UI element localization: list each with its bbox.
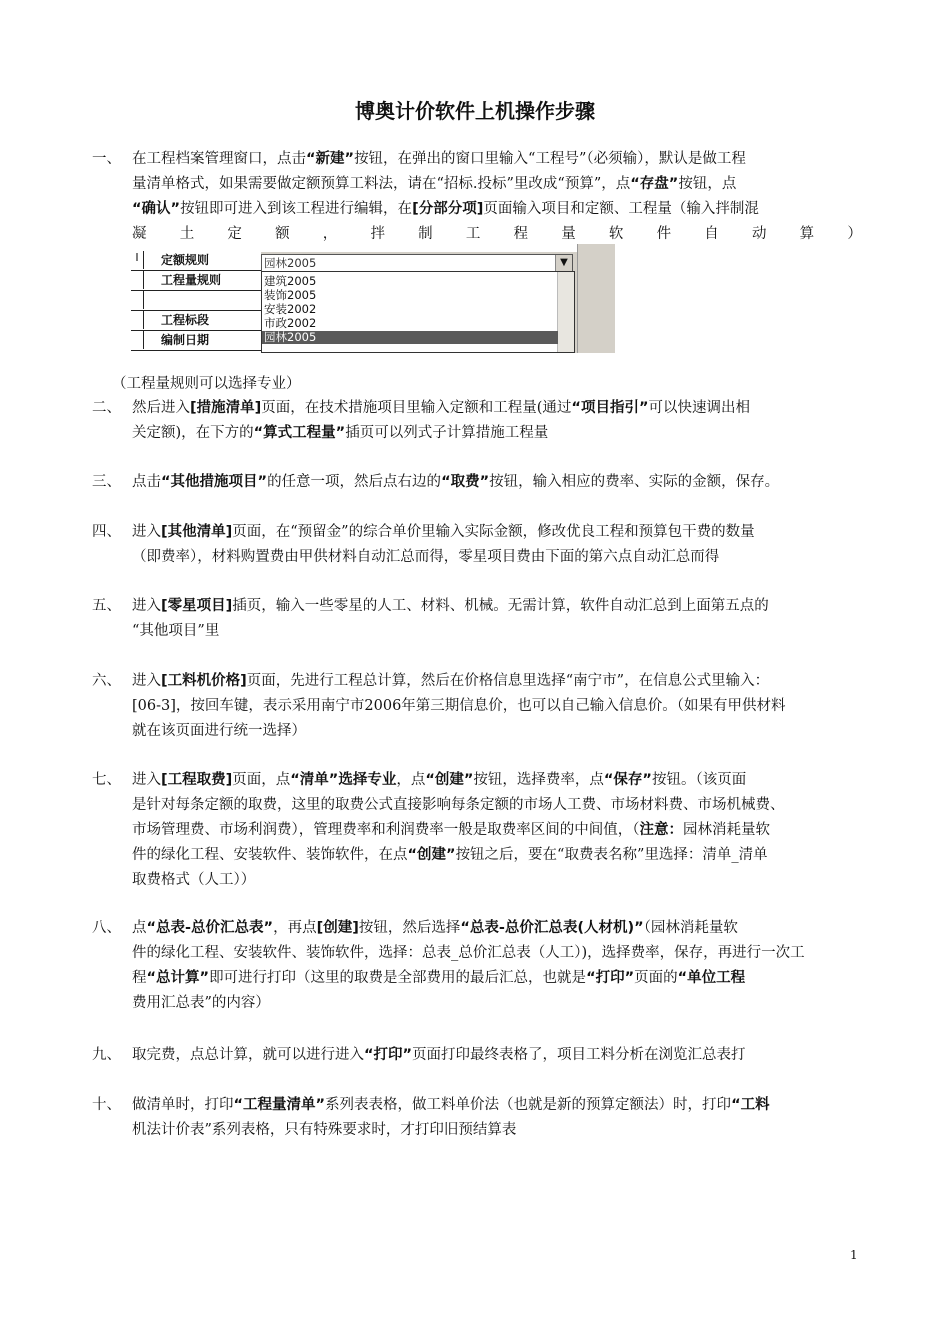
step-item: [92, 768, 862, 893]
step-item: [92, 1093, 862, 1143]
text-line: 是针对每条定额的取费，这里的取费公式直接影响每条定额的市场人工费、市场材料费、市场机械费、: [132, 797, 785, 813]
row-marker: [131, 331, 144, 349]
grid-row[interactable]: [131, 311, 261, 331]
step-number: 十、: [92, 1097, 121, 1113]
text-line: 进入[工程取费]页面，点“清单”选择专业，点“创建”按钮，选择费率，点“保存”按钮。（该页面: [132, 772, 747, 788]
text-line: 点击“其他措施项目”的任意一项，然后点右边的“取费”按钮，输入相应的费率、实际的金额，保存。: [132, 474, 780, 490]
step-text: [132, 147, 862, 247]
grid-row-label: 编制日期: [161, 333, 210, 347]
text-line: 在工程档案管理窗口，点击“新建”按钮，在弹出的窗口里输入“工程号”（必须输），默认是做工程: [132, 151, 746, 167]
text-line: 程“总计算”即可进行打印（这里的取费是全部费用的最后汇总，也就是“打印”页面的“单位工程: [132, 970, 746, 986]
grid-row-label: 定额规则: [161, 253, 210, 267]
step-number: 八、: [92, 920, 121, 936]
step-text: [132, 470, 862, 495]
row-marker: [131, 311, 144, 329]
dropdown-option[interactable]: 市政2002: [264, 316, 317, 330]
text-line: 做清单时，打印“工程量清单”系列表表格，做工料单价法（也就是新的预算定额法）时，打印“工料: [132, 1097, 770, 1113]
step-number: 七、: [92, 772, 121, 788]
dropdown-option[interactable]: 建筑2005: [264, 274, 317, 288]
text-line: “其他项目”里: [132, 623, 220, 639]
step-text: [132, 520, 862, 570]
dropdown-option[interactable]: 园林2005: [262, 331, 558, 344]
quota-rule-select[interactable]: [261, 254, 573, 272]
step-number: 六、: [92, 673, 121, 689]
dropdown-option[interactable]: 安装2002: [264, 302, 317, 316]
step-item: [92, 147, 862, 247]
step-item: [92, 396, 862, 446]
step-item: [92, 1043, 862, 1068]
text-line: 件的绿化工程、安装软件、装饰软件，选择：总表_总价汇总表（人工）)，选择费率，保存，再进行一次工: [132, 945, 805, 961]
row-marker: I: [131, 251, 144, 269]
dropdown-arrow-icon[interactable]: ▼: [555, 255, 572, 271]
text-line: 进入[工料机价格]页面，先进行工程总计算，然后在价格信息里选择“南宁市”，在信息公式里输入：: [132, 673, 770, 689]
step-text: [132, 916, 862, 1016]
grid-row[interactable]: [131, 251, 261, 271]
text-line: 点“总表-总价汇总表”，再点[创建]按钮，然后选择“总表-总价汇总表(人材机)”（园林消耗量软: [132, 920, 738, 936]
dropdown-list[interactable]: [261, 271, 575, 353]
row-marker: [131, 271, 144, 289]
step-item: [92, 470, 862, 495]
page-number: 1: [850, 1248, 858, 1262]
step-text: [132, 1043, 862, 1068]
software-screenshot: [131, 244, 615, 353]
text-line: “确认”按钮即可进入到该工程进行编辑，在[分部分项]页面输入项目和定额、工程量（输入拌制混: [132, 201, 759, 217]
step-number: 二、: [92, 400, 121, 416]
step-text: [132, 396, 862, 446]
step-text: [132, 669, 862, 744]
text-line: （即费率），材料购置费由甲供材料自动汇总而得，零星项目费由下面的第六点自动汇总而得: [132, 549, 720, 565]
page-title: 博奥计价软件上机操作步骤: [355, 99, 595, 123]
step-item: [92, 916, 862, 1016]
text-line: 市场管理费、市场利润费），管理费率和利润费率一般是取费率区间的中间值，（注意：园林消耗量软: [132, 822, 770, 838]
step-text: [132, 594, 862, 644]
grid-row-label: 工程标段: [161, 313, 210, 327]
scrollbar[interactable]: [557, 272, 574, 352]
text-line: 关定额)，在下方的“算式工程量”插页可以列式子计算措施工程量: [132, 425, 549, 441]
step-number: 五、: [92, 598, 121, 614]
text-line: [06-3]，按回车键，表示采用南宁市2006年第三期信息价，也可以自己输入信息价。（如果有甲供材料: [132, 698, 786, 714]
step-item: [92, 520, 862, 570]
text-line: 取完费，点总计算，就可以进行进入“打印”页面打印最终表格了，项目工料分析在浏览汇总表打: [132, 1047, 746, 1063]
text-line: 然后进入[措施清单]页面，在技术措施项目里输入定额和工程量(通过“项目指引”可以快速调出相: [132, 400, 750, 416]
text-line: 机法计价表”系列表格，只有特殊要求时，才打印旧预结算表: [132, 1122, 517, 1138]
select-value: 园林2005: [264, 256, 317, 270]
text-line: 进入[其他清单]页面，在“预留金”的综合单价里输入实际金额，修改优良工程和预算包干费的数量: [132, 524, 755, 540]
step-text: [132, 1093, 862, 1143]
step-number: 四、: [92, 524, 121, 540]
grid-row[interactable]: [131, 291, 261, 311]
grid-row[interactable]: [131, 331, 261, 351]
grid-row-label: 工程量规则: [161, 273, 222, 287]
step-item: [92, 669, 862, 744]
text-line: 凝 土 定 额 ， 拌 制 工 程 量 软 件 自 动 算 ）: [132, 226, 862, 242]
text-line: 费用汇总表”的内容）: [132, 995, 270, 1011]
step-text: [132, 768, 862, 893]
step-number: 三、: [92, 474, 121, 490]
screenshot-caption: （工程量规则可以选择专业）: [112, 376, 301, 392]
dropdown-option[interactable]: 装饰2005: [264, 288, 317, 302]
step-number: 九、: [92, 1047, 121, 1063]
property-grid: [131, 244, 261, 353]
text-line: 就在该页面进行统一选择）: [132, 723, 306, 739]
row-marker: [131, 291, 144, 309]
text-line: 进入[零星项目]插页，输入一些零星的人工、材料、机械。无需计算，软件自动汇总到上面第五点的: [132, 598, 769, 614]
grid-row[interactable]: [131, 271, 261, 291]
text-line: 件的绿化工程、安装软件、装饰软件，在点“创建”按钮之后，要在“取费表名称”里选择：清单_清单: [132, 847, 768, 863]
text-line: 取费格式（人工））: [132, 872, 256, 888]
text-line: 量清单格式，如果需要做定额预算工料法，请在“招标.投标”里改成“预算”，点“存盘”按钮，点: [132, 176, 737, 192]
step-number: 一、: [92, 151, 121, 167]
step-item: [92, 594, 862, 644]
